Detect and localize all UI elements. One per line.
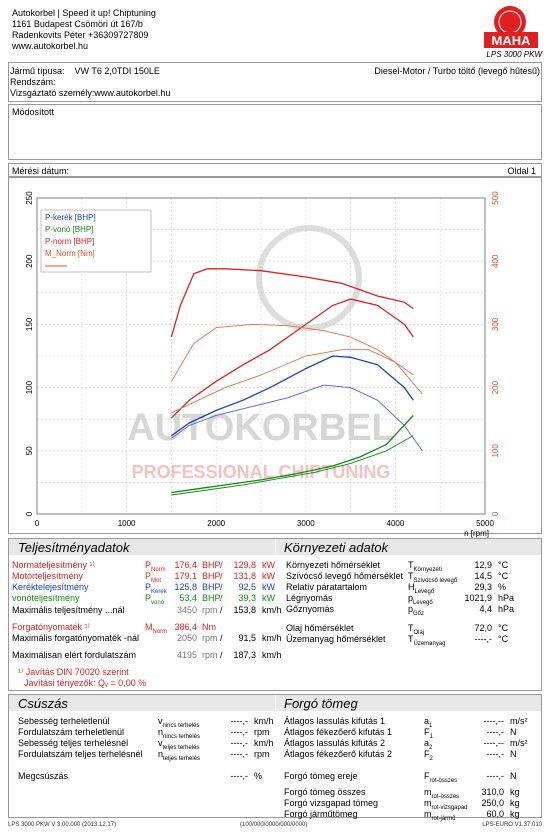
env-row-label: Környezeti hőmérséklet [286, 560, 381, 570]
footer-left: LPS 3000 PKW V 3.00.000 (2013.12.17) [8, 822, 117, 828]
max-rpm-value: 4195 [176, 650, 197, 660]
slip-row-symbol: $n_{nincs terhelés}$ [158, 727, 201, 740]
perf-row-value-bhp: 179,1 [174, 571, 197, 581]
perf-row-slash: / [220, 593, 223, 603]
perf-row-unit-kw: kW [262, 582, 275, 592]
legend-entry: P-kerék [BHP] [45, 213, 96, 222]
y-right-tick-label: 200 [491, 380, 500, 395]
mass-row-symbol: $F_1$ [424, 727, 433, 740]
chart-frame [8, 177, 542, 538]
slip-row-value: ----,- [230, 716, 248, 726]
env-row-unit: °C [498, 571, 509, 581]
perf-title: Teljesítményadatok [18, 540, 130, 555]
slip-row-unit: km/h [254, 738, 274, 748]
max-torque-speed-unit: km/h [262, 633, 282, 643]
mass-row-value: ----,- [486, 727, 504, 737]
env-row-unit: hPa [498, 604, 515, 614]
max-power-label: Maximális teljesítmény ...nál [12, 605, 125, 615]
torque-unit: Nm [202, 622, 216, 632]
y-left-tick-label: 0 [25, 511, 34, 517]
mass-row-label: Átlagos fékezőerő kifutás 2 [284, 749, 393, 759]
env-row-value: ----,- [474, 634, 492, 644]
perf-row-symbol: $P_{Mot}$ [145, 571, 162, 584]
mass-row-value: 60,0 [486, 809, 504, 819]
mass-row-value: ----,- [486, 771, 504, 781]
env-row-unit: °C [498, 560, 509, 570]
power-torque-chart [9, 178, 541, 538]
perf-row-unit-kw: kW [262, 560, 275, 570]
x-tick-label: 3000 [296, 519, 315, 528]
env-row-unit: % [498, 582, 507, 592]
footer-mid: (100/000/0000/000/0000) [240, 822, 308, 828]
legend-entry: P-norm [BHP] [45, 237, 95, 246]
slip-row-value: ----,- [230, 738, 248, 748]
slip-row-symbol: $v_{nincs terhelés}$ [158, 716, 200, 729]
vehicle-info [10, 66, 540, 99]
y-left-tick-label: 250 [25, 191, 34, 205]
company-info [12, 8, 156, 52]
env-row-unit: °C [498, 623, 509, 633]
max-rpm-speed-unit: km/h [262, 650, 282, 660]
slip-title: Csúszás [18, 696, 68, 711]
max-power-rpm-unit: rpm [202, 605, 218, 615]
mass-row-label: Átlagos fékezőerő kifutás 1 [284, 727, 393, 737]
env-row-unit: hPa [498, 593, 515, 603]
company-line-4: www.autokorbel.hu [12, 41, 89, 51]
mass-row-label: Forgó járműtömeg [284, 809, 358, 819]
slip-row-label: Sebesség teljes terhelésnél [18, 738, 129, 748]
perf-row-slash: / [220, 560, 223, 570]
mass-row-label: Átlagos lassulás kifutás 2 [284, 738, 386, 748]
logo-caption: LPS 3000 PKW [486, 50, 542, 59]
env-row-symbol: $p_{Gőz}$ [408, 604, 425, 617]
mass-row-unit: m/s² [510, 738, 528, 748]
max-torque-speed: 91,5 [238, 633, 256, 643]
slip-row-label: Fordulatszám terheletlenül [18, 727, 125, 737]
max-rpm-speed: 187,3 [233, 650, 256, 660]
slip-row-label: Fordulatszám teljes terhelésnél [18, 749, 143, 759]
mass-row-unit: kg [510, 809, 520, 819]
slip-row-unit: km/h [254, 716, 274, 726]
mass-row-value: ----,-- [483, 738, 504, 748]
y-left-tick-label: 150 [25, 317, 34, 332]
env-row-label: Üzemanyag hőmérséklet [286, 634, 386, 644]
torque-value: 386,4 [174, 622, 197, 632]
mass-row-unit: N [510, 771, 517, 781]
max-rpm-unit: rpm [202, 650, 218, 660]
env-row-label: Relatív páratartalom [286, 582, 368, 592]
mass-row-symbol: $a_2$ [424, 738, 433, 751]
perf-row-label: Motorteljesítmény [12, 571, 84, 581]
perf-row-unit-bhp: BHP [202, 571, 221, 581]
slip-row-symbol: $v_{teljes terhelés}$ [158, 738, 200, 751]
legend-entry: P-vonó [BHP] [45, 225, 94, 234]
mass-row-label: Átlagos lassulás kifutás 1 [284, 716, 386, 726]
env-row-label: Gőznyomás [286, 604, 335, 614]
y-right-tick-label: 400 [491, 254, 500, 268]
tester-value: www.autokorbel.hu [94, 88, 171, 98]
mass-row-value: ----,- [486, 749, 504, 759]
footer-right: LPS-EURO V1.37.010 [482, 822, 542, 828]
engine-type: Diesel-Motor / Turbo töltő (levegő hűtésű) [374, 66, 540, 76]
torque-label: Forgatónyomaték ¹⁾ [12, 622, 90, 632]
env-row-symbol: $T_{Szívócső levegő}$ [408, 571, 458, 584]
tester-label: Vizsgáztató személy: [10, 88, 95, 98]
y-left-tick-label: 50 [25, 446, 34, 456]
mass-row-symbol: $m_{rot-vizsgapad}$ [424, 798, 468, 811]
x-tick-label: 0 [34, 519, 40, 528]
mass-row-symbol: $F_{rot-összes}$ [424, 771, 458, 784]
mass-row-unit: kg [510, 787, 520, 797]
din-note: ¹⁾ Javítás DIN 70020 szerint [18, 667, 129, 677]
max-torque-rpm: 2050 [176, 633, 197, 643]
perf-row-label: vonóteljesítmény [12, 593, 80, 603]
perf-row-symbol: $P_{vonó}$ [145, 593, 165, 606]
perf-row-unit-kw: kW [262, 593, 275, 603]
x-tick-label: 1000 [117, 519, 136, 528]
modified-label: Módosított [12, 107, 55, 117]
max-rpm-slash: / [220, 650, 223, 660]
slip-row-unit: rpm [254, 727, 270, 737]
perf-row-unit-bhp: BHP [202, 582, 221, 592]
max-torque-rpm-unit: rpm [202, 633, 218, 643]
env-row-symbol: $H_{Levegő}$ [408, 582, 435, 595]
perf-row-label: Normateljesítmény ¹⁾ [12, 560, 95, 570]
series-line [171, 350, 422, 413]
perf-row-value-kw: 129,8 [233, 560, 256, 570]
perf-row-unit-bhp: BHP [202, 593, 221, 603]
y-right-tick-label: 500 [491, 191, 500, 205]
perf-row-value-bhp: 176,4 [174, 560, 197, 570]
y-right-tick-label: 100 [491, 444, 500, 458]
env-row-label: Olaj hőmérséklet [286, 623, 354, 633]
mass-row-unit: N [510, 749, 517, 759]
correction-note: Javítási tényezők: Qᵥ = 0,00 % [24, 678, 147, 688]
date-box [8, 163, 542, 177]
mass-row-value: 250,0 [481, 798, 504, 808]
perf-row-slash: / [220, 571, 223, 581]
type-value: VW T6 2,0TDI 150LE [74, 66, 160, 76]
slip-row-symbol: $n_{teljes terhelés}$ [158, 749, 201, 762]
slip-row-value: ----,- [230, 749, 248, 759]
legend-entry: M_Norm [Nm] [45, 249, 95, 258]
watermark-subtitle: PROFESSIONAL CHIPTUNING [131, 462, 391, 482]
mass-row-value: ----,-- [483, 716, 504, 726]
slip-row-label: Sebesség terheletlenül [18, 716, 110, 726]
y-right-tick-label: 300 [491, 317, 500, 332]
y-left-tick-label: 200 [25, 254, 34, 268]
x-tick-label: 4000 [386, 519, 405, 528]
max-torque-slash: / [220, 633, 223, 643]
env-row-unit: °C [498, 634, 509, 644]
date-label: Mérési dátum: [12, 166, 70, 176]
perf-row-label: Keréktelejesítmény [12, 582, 89, 592]
mass-row-unit: m/s² [510, 716, 528, 726]
mass-row-unit: kg [510, 798, 520, 808]
perf-row-value-bhp: 53,4 [179, 593, 197, 603]
env-row-value: 12,9 [474, 560, 492, 570]
max-power-speed: 153,8 [233, 605, 256, 615]
y-right-tick-label: 0 [491, 511, 500, 517]
perf-row-symbol: $P_{Norm}$ [145, 560, 166, 573]
env-row-value: 14,5 [474, 571, 492, 581]
x-tick-label: 2000 [207, 519, 226, 528]
slip-row-value: ----,- [230, 771, 248, 781]
company-line-2: 1161 Budapest Csömöri út 167/b [12, 19, 143, 29]
perf-row-value-kw: 131,8 [233, 571, 256, 581]
slip-row-unit: rpm [254, 749, 270, 759]
env-title: Környezeti adatok [284, 540, 389, 555]
mass-row-unit: N [510, 727, 517, 737]
slip-row-value: ----,- [230, 727, 248, 737]
env-row-symbol: $T_{Üzemanyag}$ [408, 634, 446, 647]
perf-row-unit-kw: kW [262, 571, 275, 581]
type-label: Jármű típusa: [10, 66, 65, 76]
slip-row-unit: % [254, 771, 263, 781]
perf-row-value-bhp: 125,8 [174, 582, 197, 592]
env-row-value: 4,4 [479, 604, 492, 614]
mass-row-label: Forgó tömeg ereje [284, 771, 358, 781]
perf-row-unit-bhp: BHP [202, 560, 221, 570]
max-rpm-label: Maximálisan elért fordulatszám [12, 650, 137, 660]
mass-row-symbol: $m_{rot-összes}$ [424, 787, 460, 800]
env-row-value: 72,0 [474, 623, 492, 633]
x-axis-label: n [rpm] [464, 529, 489, 538]
company-line-1: Autokorbel | Speed it up! Chiptuning [12, 8, 156, 18]
modified-box [8, 104, 542, 160]
env-row-value: 1021,9 [464, 593, 492, 603]
max-power-rpm: 3450 [176, 605, 197, 615]
page-number: Oldal 1 [507, 166, 536, 176]
perf-row-value-kw: 39,3 [238, 593, 256, 603]
env-row-symbol: $T_{Környezeti}$ [408, 560, 442, 573]
max-power-speed-unit: km/h [262, 605, 282, 615]
env-row-label: Légnyomás [286, 593, 333, 603]
x-tick-label: 5000 [476, 519, 494, 528]
mass-row-symbol: $F_2$ [424, 749, 433, 762]
slip-row-label: Megcsúszás [18, 771, 69, 781]
mass-row-label: Forgó tömeg összes [284, 787, 366, 797]
mass-row-label: Forgó vizsgapad tömeg [284, 798, 379, 808]
svg-text:MAHA: MAHA [491, 33, 531, 48]
plate-label: Rendszám: [10, 77, 56, 87]
perf-row-symbol: $P_{Kerek}$ [145, 582, 167, 595]
y-left-tick-label: 100 [25, 380, 34, 395]
series-line [171, 324, 413, 381]
mass-row-value: 310,0 [481, 787, 504, 797]
env-row-symbol: $T_{Olaj}$ [408, 623, 425, 636]
env-row-label: Szívócső levegő hőmérséklet [286, 571, 404, 581]
env-row-value: 29,3 [474, 582, 492, 592]
mass-title: Forgó tömeg [284, 696, 358, 711]
perf-row-slash: / [220, 582, 223, 592]
env-row-symbol: $p_{Levegő}$ [408, 593, 433, 606]
max-power-slash: / [220, 605, 223, 615]
mass-row-symbol: $a_1$ [424, 716, 433, 729]
torque-symbol: $M_{Norm}$ [145, 622, 168, 635]
mass-row-symbol: $m_{rot-jármű}$ [424, 809, 456, 822]
company-line-3: Radenkovits Péter +36309727809 [12, 30, 149, 40]
watermark-title: AUTOKORBEL [127, 407, 395, 449]
perf-row-value-kw: 92,5 [238, 582, 256, 592]
max-torque-label: Maximális forgatónyomaték -nál [12, 633, 140, 643]
